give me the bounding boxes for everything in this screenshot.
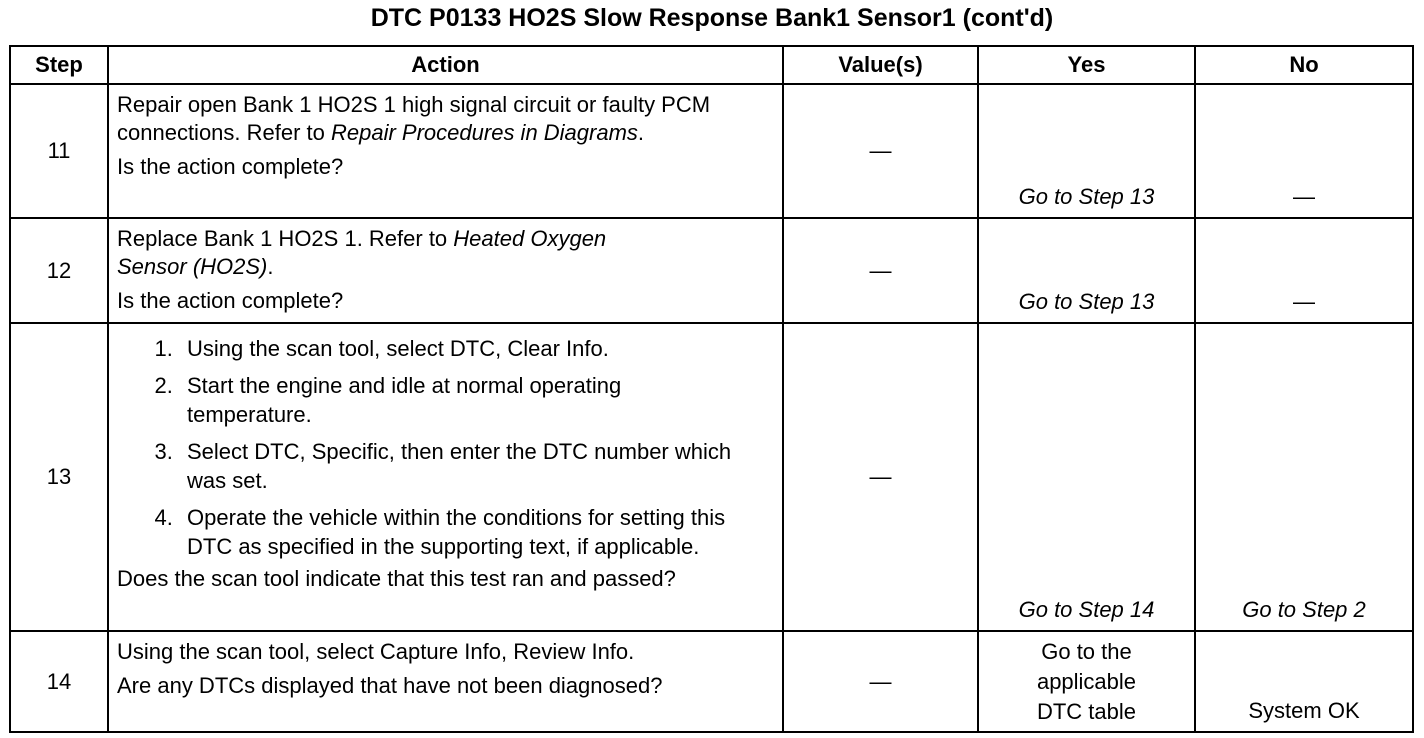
no-cell: — bbox=[1195, 218, 1413, 323]
header-action: Action bbox=[108, 46, 783, 84]
value-cell: — bbox=[783, 84, 978, 218]
no-cell: System OK bbox=[1195, 631, 1413, 732]
yes-cell: Go to Step 13 bbox=[978, 218, 1195, 323]
header-yes: Yes bbox=[978, 46, 1195, 84]
yes-cell: Go to the applicable DTC table bbox=[978, 631, 1195, 732]
action-question: Are any DTCs displayed that have not been diagnosed? bbox=[117, 673, 663, 699]
no-cell: Go to Step 2 bbox=[1195, 323, 1413, 631]
header-values: Value(s) bbox=[783, 46, 978, 84]
header-step: Step bbox=[10, 46, 108, 84]
step-number: 12 bbox=[10, 218, 108, 323]
step-number: 11 bbox=[10, 84, 108, 218]
action-text: Using the scan tool, select Capture Info, Review Info. bbox=[117, 639, 635, 665]
diagnostic-table bbox=[9, 45, 1414, 733]
table-row-step-11 bbox=[10, 84, 1413, 218]
yes-cell: Go to Step 13 bbox=[978, 84, 1195, 218]
step-number: 13 bbox=[10, 323, 108, 631]
list-item: 1. Using the scan tool, select DTC, Clear Info. bbox=[179, 334, 774, 363]
table-row-step-12 bbox=[10, 218, 1413, 323]
value-cell: — bbox=[783, 631, 978, 732]
page-title: DTC P0133 HO2S Slow Response Bank1 Sensor1 (cont'd) bbox=[370, 4, 1054, 32]
table-row-step-13 bbox=[10, 323, 1413, 631]
action-question: Is the action complete? bbox=[117, 288, 344, 314]
action-question: Is the action complete? bbox=[117, 154, 344, 179]
list-item: 2. Start the engine and idle at normal operating temperature. bbox=[179, 371, 774, 429]
action-cell bbox=[108, 323, 783, 631]
header-no: No bbox=[1195, 46, 1413, 84]
no-cell: — bbox=[1195, 84, 1413, 218]
list-item: 3. Select DTC, Specific, then enter the DTC number which was set. bbox=[179, 437, 774, 495]
value-cell: — bbox=[783, 218, 978, 323]
action-cell bbox=[108, 218, 783, 323]
value-cell: — bbox=[783, 323, 978, 631]
action-cell bbox=[108, 631, 783, 732]
list-item: 4. Operate the vehicle within the conditions for setting this DTC as specified in the supporting text, if applicable. bbox=[179, 503, 774, 561]
action-question: Does the scan tool indicate that this test ran and passed? bbox=[117, 566, 676, 592]
header-row bbox=[10, 46, 1413, 84]
procedure-list bbox=[117, 334, 774, 561]
table-row-step-14 bbox=[10, 631, 1413, 732]
action-text: Repair open Bank 1 HO2S 1 high signal circuit or faulty PCM connections. Refer to Repair Procedures in Diagrams. bbox=[117, 92, 711, 145]
action-cell bbox=[108, 84, 783, 218]
action-text: Replace Bank 1 HO2S 1. Refer to Heated Oxygen Sensor (HO2S). bbox=[117, 226, 607, 280]
yes-cell: Go to Step 14 bbox=[978, 323, 1195, 631]
step-number: 14 bbox=[10, 631, 108, 732]
